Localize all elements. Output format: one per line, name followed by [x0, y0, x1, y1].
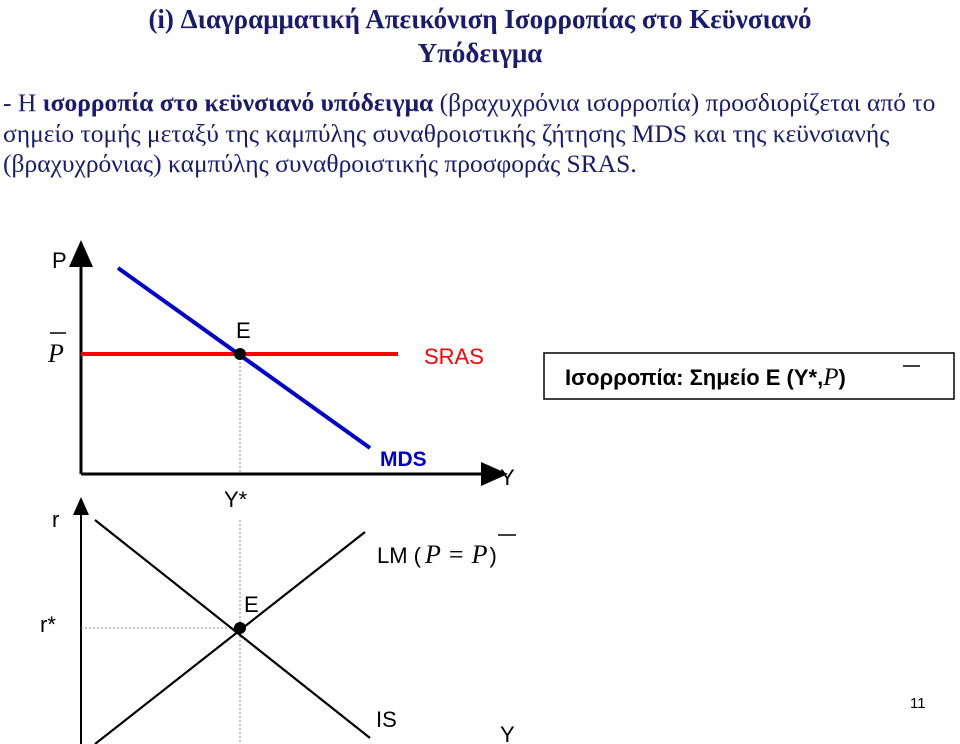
- lm-label-prefix: LM (: [377, 543, 421, 568]
- mds-label: MDS: [380, 448, 427, 471]
- lm-line: [95, 532, 365, 744]
- title-line-2: Υπόδειγμα: [417, 38, 543, 68]
- is-label: IS: [376, 707, 397, 732]
- interest-label: r*: [40, 612, 56, 637]
- equilibrium-box-main: Ισορροπία: Σημείο Ε (Υ*,: [565, 365, 824, 390]
- paragraph-rest: (βραχυχρόνια ισορροπία) προσδιορίζεται από το σημείο τομής μεταξύ της καμπύλης συναθροιστικής ζήτησης MDS και της κεϋνσιανής (βραχυχρόνιας) καμπύλης συναθροιστικής προσφοράς SRAS.: [3, 88, 936, 178]
- paragraph-prefix: - Η: [3, 88, 43, 117]
- bottom-equilibrium-point: [234, 622, 246, 634]
- sras-label: SRAS: [424, 344, 484, 369]
- equilibrium-box-close: ): [838, 365, 846, 390]
- lm-label: [377, 540, 497, 569]
- lm-label-pbar: P: [471, 540, 488, 569]
- is-line: [95, 520, 370, 738]
- equilibrium-box-p: P: [823, 364, 839, 391]
- price-level-label: P: [48, 339, 64, 368]
- bottom-equilibrium-label: E: [244, 592, 259, 617]
- lm-label-eq: =: [448, 540, 464, 569]
- equilibrium-box-text: [565, 364, 846, 391]
- page-number: 11: [910, 695, 926, 712]
- top-x-axis-label: Y: [500, 465, 515, 490]
- paragraph-bold: ισορροπία στο κεϋνσιανό υπόδειγμα: [42, 88, 434, 117]
- lm-label-close: ): [489, 543, 497, 568]
- top-y-axis-label: P: [52, 248, 67, 273]
- top-equilibrium-point: [234, 348, 246, 360]
- top-equilibrium-label: E: [236, 318, 251, 343]
- title-line-1: (i) Διαγραμματική Απεικόνιση Ισορροπίας στο Κεϋνσιανό: [148, 4, 812, 34]
- lm-label-p: P: [425, 540, 441, 569]
- bottom-y-axis-label: r: [52, 507, 60, 532]
- output-label: Y*: [224, 487, 248, 512]
- bottom-x-axis-label: Y: [500, 722, 515, 744]
